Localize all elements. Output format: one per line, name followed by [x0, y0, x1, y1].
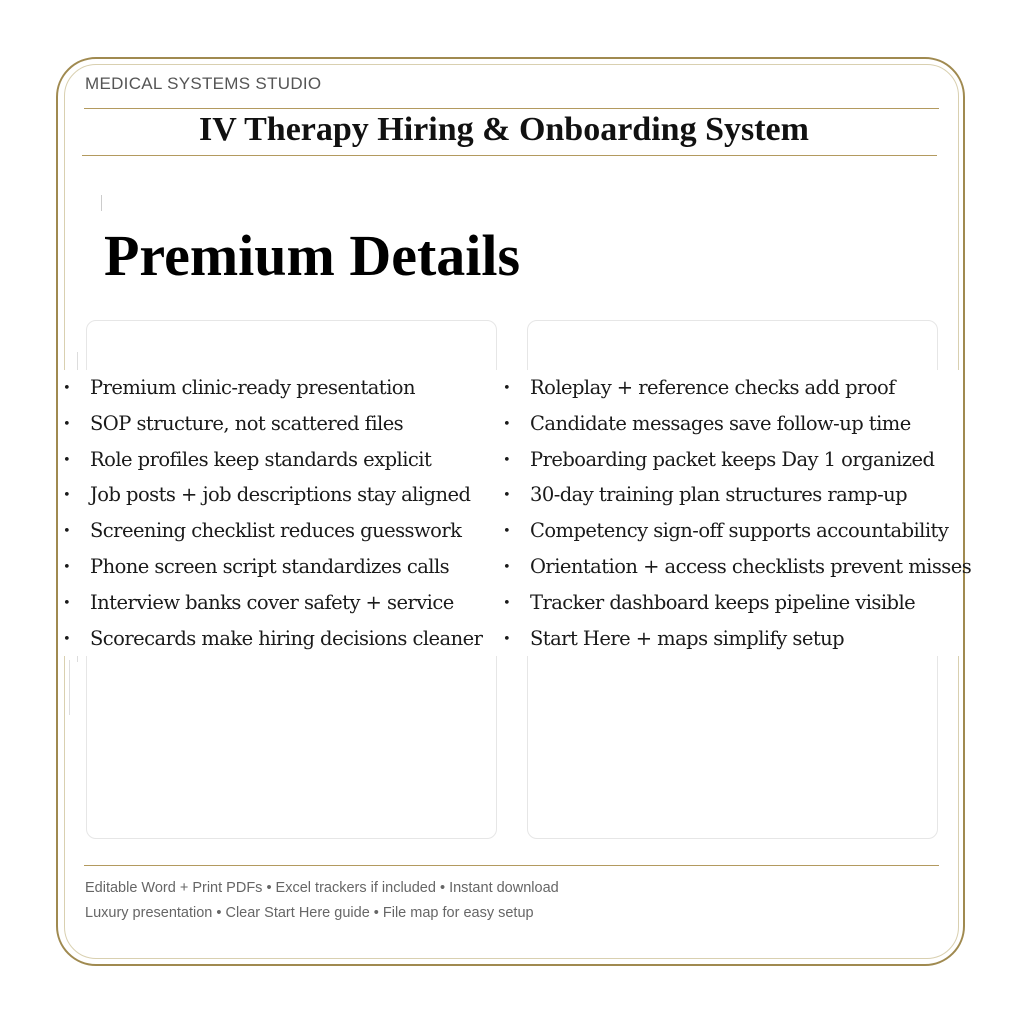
bullet-icon: • [63, 524, 71, 540]
bullet-icon: • [503, 452, 511, 468]
list-item [500, 585, 962, 621]
list-item-text: Phone screen script standardizes calls [90, 554, 450, 578]
list-item [500, 621, 962, 657]
list-item-text: 30-day training plan structures ramp-up [530, 483, 908, 507]
title-divider [82, 155, 937, 156]
bullet-icon: • [63, 559, 71, 575]
bullet-icon: • [503, 595, 511, 611]
list-item-text: Preboarding packet keeps Day 1 organized [530, 447, 935, 471]
section-heading: Premium Details [104, 223, 521, 288]
list-item-text: Premium clinic-ready presentation [90, 376, 415, 399]
list-item [60, 477, 500, 513]
bullet-icon: • [503, 631, 511, 647]
list-item [60, 621, 500, 657]
left-feature-list [60, 370, 500, 656]
list-item [500, 549, 972, 585]
bullet-icon: • [63, 595, 71, 611]
top-divider [84, 108, 939, 109]
list-item [500, 442, 962, 478]
bullet-icon: • [63, 452, 71, 468]
list-item-text: Orientation + access checklists prevent misses [530, 554, 972, 578]
list-item [500, 406, 962, 442]
bullet-icon: • [503, 416, 511, 432]
list-item-text: SOP structure, not scattered files [90, 411, 404, 435]
list-item-text: Interview banks cover safety + service [90, 590, 454, 614]
list-item-text: Job posts + job descriptions stay aligned [90, 483, 471, 507]
page-title: IV Therapy Hiring & Onboarding System [199, 111, 809, 148]
studio-name: MEDICAL SYSTEMS STUDIO [85, 74, 322, 93]
footer-divider [84, 865, 939, 866]
list-item [60, 513, 500, 549]
list-item [60, 549, 500, 585]
bullet-icon: • [63, 416, 71, 432]
list-item-text: Screening checklist reduces guesswork [90, 519, 462, 543]
list-item-text: Roleplay + reference checks add proof [530, 376, 895, 399]
list-item [500, 477, 962, 513]
list-item [500, 513, 962, 549]
bullet-icon: • [503, 559, 511, 575]
list-item-text: Competency sign-off supports accountability [530, 519, 949, 543]
bullet-icon: • [503, 488, 511, 504]
list-item-text: Tracker dashboard keeps pipeline visible [530, 590, 916, 614]
bullet-icon: • [63, 381, 71, 396]
bullet-icon: • [503, 524, 511, 540]
list-item [60, 370, 500, 406]
list-item [60, 406, 500, 442]
footer-line-2: Luxury presentation • Clear Start Here guide • File map for easy setup [85, 905, 534, 921]
card-edge-line [69, 660, 70, 715]
footer-line-1: Editable Word + Print PDFs • Excel trackers if included • Instant download [85, 880, 559, 896]
list-item-text: Start Here + maps simplify setup [530, 626, 845, 650]
bullet-icon: • [63, 631, 71, 647]
bullet-icon: • [503, 381, 511, 396]
list-item-text: Candidate messages save follow-up time [530, 411, 911, 435]
right-feature-list [500, 370, 972, 656]
list-item [500, 370, 962, 406]
list-item-text: Role profiles keep standards explicit [90, 447, 432, 471]
bullet-icon: • [63, 488, 71, 504]
list-item [60, 442, 500, 478]
list-item-text: Scorecards make hiring decisions cleaner [90, 626, 483, 650]
heading-tick [101, 195, 102, 211]
list-item [60, 585, 500, 621]
